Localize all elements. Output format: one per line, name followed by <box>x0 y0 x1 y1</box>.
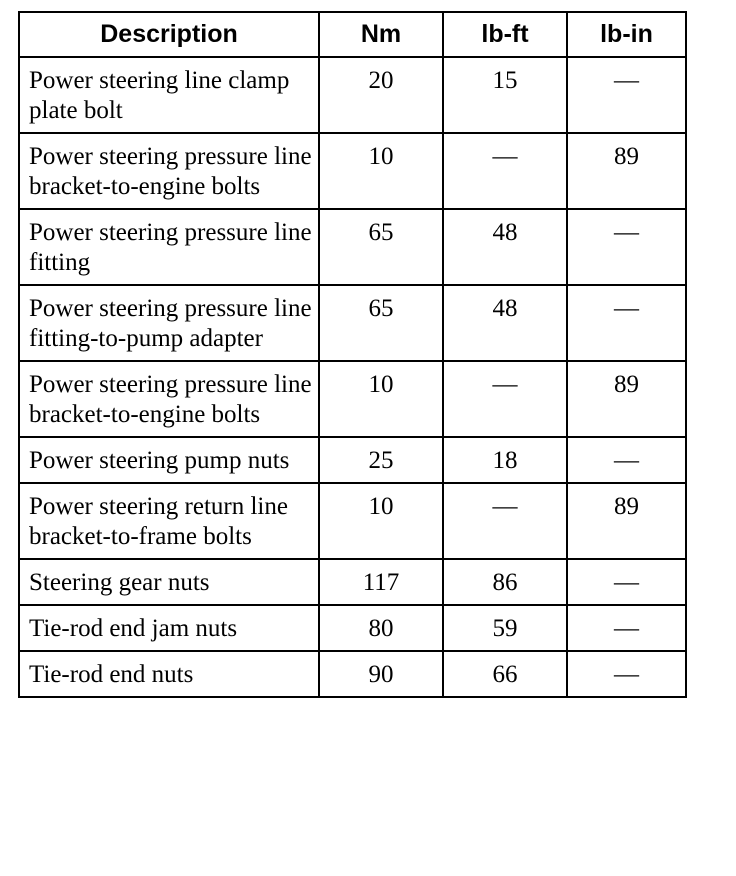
nm-cell: 10 <box>319 133 443 209</box>
description-cell: Steering gear nuts <box>19 559 319 605</box>
table-row <box>19 437 686 483</box>
description-cell: Tie-rod end nuts <box>19 651 319 697</box>
description-cell: Tie-rod end jam nuts <box>19 605 319 651</box>
table-row <box>19 605 686 651</box>
nm-cell: 20 <box>319 57 443 133</box>
nm-cell: 90 <box>319 651 443 697</box>
header-row <box>19 12 686 57</box>
lb-in-cell: 89 <box>567 483 686 559</box>
description-cell: Power steering pressure line fitting <box>19 209 319 285</box>
header-nm: Nm <box>319 12 443 57</box>
lb-ft-cell: — <box>443 483 567 559</box>
lb-ft-cell: — <box>443 133 567 209</box>
lb-in-cell: — <box>567 559 686 605</box>
lb-in-cell: — <box>567 57 686 133</box>
description-cell: Power steering pressure line bracket-to-engine bolts <box>19 361 319 437</box>
lb-in-cell: — <box>567 437 686 483</box>
nm-cell: 10 <box>319 361 443 437</box>
table-row <box>19 209 686 285</box>
lb-ft-cell: 59 <box>443 605 567 651</box>
lb-ft-cell: 66 <box>443 651 567 697</box>
nm-cell: 117 <box>319 559 443 605</box>
lb-in-cell: — <box>567 209 686 285</box>
description-cell: Power steering pressure line fitting-to-pump adapter <box>19 285 319 361</box>
lb-in-cell: — <box>567 651 686 697</box>
lb-ft-cell: 15 <box>443 57 567 133</box>
table-row <box>19 361 686 437</box>
lb-ft-cell: 48 <box>443 285 567 361</box>
description-cell: Power steering pressure line bracket-to-engine bolts <box>19 133 319 209</box>
nm-cell: 65 <box>319 285 443 361</box>
header-lb-in: lb-in <box>567 12 686 57</box>
table-row <box>19 285 686 361</box>
lb-in-cell: — <box>567 605 686 651</box>
torque-spec-table <box>18 11 687 698</box>
table-row <box>19 57 686 133</box>
table-row <box>19 559 686 605</box>
lb-ft-cell: — <box>443 361 567 437</box>
lb-ft-cell: 48 <box>443 209 567 285</box>
nm-cell: 65 <box>319 209 443 285</box>
lb-in-cell: 89 <box>567 361 686 437</box>
header-description: Description <box>19 12 319 57</box>
table-row <box>19 133 686 209</box>
nm-cell: 10 <box>319 483 443 559</box>
header-lb-ft: lb-ft <box>443 12 567 57</box>
nm-cell: 25 <box>319 437 443 483</box>
table-row <box>19 483 686 559</box>
nm-cell: 80 <box>319 605 443 651</box>
description-cell: Power steering pump nuts <box>19 437 319 483</box>
lb-in-cell: — <box>567 285 686 361</box>
lb-ft-cell: 18 <box>443 437 567 483</box>
table-row <box>19 651 686 697</box>
description-cell: Power steering line clamp plate bolt <box>19 57 319 133</box>
lb-ft-cell: 86 <box>443 559 567 605</box>
description-cell: Power steering return line bracket-to-frame bolts <box>19 483 319 559</box>
lb-in-cell: 89 <box>567 133 686 209</box>
